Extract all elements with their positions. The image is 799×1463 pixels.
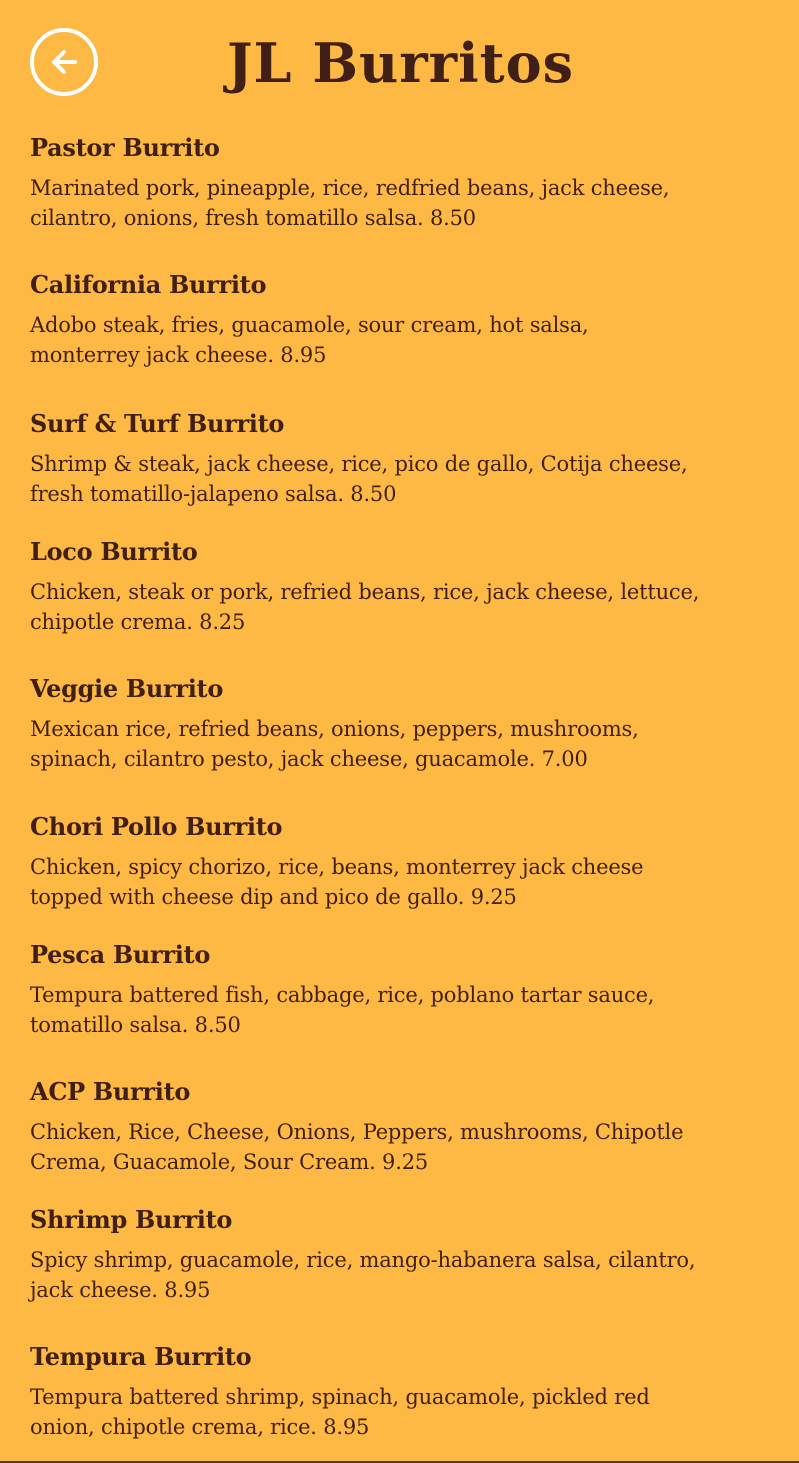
menu-item-veggie-burrito[interactable] xyxy=(30,674,790,774)
menu-item-pastor-burrito[interactable] xyxy=(30,133,790,233)
menu-item-california-burrito[interactable] xyxy=(30,270,790,370)
menu-item-chori-pollo-burrito[interactable] xyxy=(30,812,790,912)
menu-item-name: Tempura Burrito xyxy=(30,1342,252,1371)
menu-item-name: Chori Pollo Burrito xyxy=(30,812,283,841)
menu-item-description: Chicken, steak or pork, refried beans, rice, jack cheese, lettuce, chipotle crema. 8.25 xyxy=(30,580,700,634)
menu-item-name: Shrimp Burrito xyxy=(30,1205,233,1234)
menu-item-name: ACP Burrito xyxy=(30,1077,191,1106)
menu-item-description: Tempura battered shrimp, spinach, guacamole, pickled red onion, chipotle crema, rice. 8.95 xyxy=(30,1385,650,1439)
menu-item-surf-turf-burrito[interactable] xyxy=(30,409,790,509)
menu-item-shrimp-burrito[interactable] xyxy=(30,1205,790,1305)
menu-item-name: Pastor Burrito xyxy=(30,133,220,162)
menu-item-name: Veggie Burrito xyxy=(30,674,224,703)
menu-item-description: Tempura battered fish, cabbage, rice, poblano tartar sauce, tomatillo salsa. 8.50 xyxy=(30,983,655,1037)
menu-item-name: Pesca Burrito xyxy=(30,940,211,969)
menu-item-description: Mexican rice, refried beans, onions, peppers, mushrooms, spinach, cilantro pesto, jack cheese, guacamole. 7.00 xyxy=(30,717,639,771)
menu-item-description: Marinated pork, pineapple, rice, redfried beans, jack cheese, cilantro, onions, fresh tomatillo salsa. 8.50 xyxy=(30,176,670,230)
menu-item-acp-burrito[interactable] xyxy=(30,1077,790,1177)
menu-item-loco-burrito[interactable] xyxy=(30,537,790,637)
menu-item-description: Chicken, spicy chorizo, rice, beans, monterrey jack cheese topped with cheese dip and pico de gallo. 9.25 xyxy=(30,855,644,909)
page-title: JL Burritos xyxy=(227,31,574,95)
menu-item-name: California Burrito xyxy=(30,270,267,299)
menu-item-description: Adobo steak, fries, guacamole, sour cream, hot salsa, monterrey jack cheese. 8.95 xyxy=(30,313,589,367)
menu-item-tempura-burrito[interactable] xyxy=(30,1342,790,1442)
menu-item-name: Surf & Turf Burrito xyxy=(30,409,285,438)
menu-item-description: Shrimp & steak, jack cheese, rice, pico de gallo, Cotija cheese, fresh tomatillo-jalapeno salsa. 8.50 xyxy=(30,452,688,506)
menu-item-name: Loco Burrito xyxy=(30,537,198,566)
menu-item-pesca-burrito[interactable] xyxy=(30,940,790,1040)
menu-item-description: Chicken, Rice, Cheese, Onions, Peppers, mushrooms, Chipotle Crema, Guacamole, Sour Cream. 9.25 xyxy=(30,1120,684,1174)
menu-item-description: Spicy shrimp, guacamole, rice, mango-habanera salsa, cilantro, jack cheese. 8.95 xyxy=(30,1248,696,1302)
